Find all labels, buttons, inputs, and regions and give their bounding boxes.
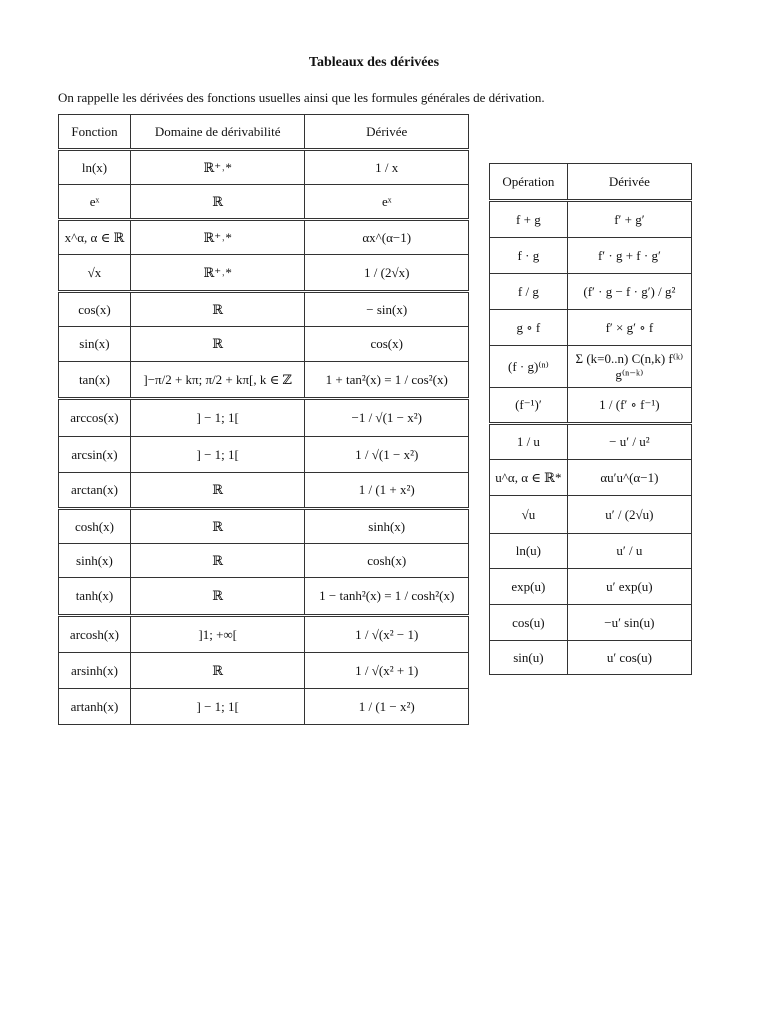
- table-row: [490, 346, 692, 388]
- operation-cell: −u′ sin(u): [567, 605, 691, 641]
- table-row: [490, 534, 692, 569]
- derivative-cell: 1 / √(1 − x²): [305, 437, 469, 473]
- derivative-cell: eˣ: [59, 185, 131, 220]
- page-title: Tableaux des dérivées: [308, 55, 440, 70]
- table-row: [59, 292, 469, 327]
- derivative-cell: ℝ: [130, 185, 305, 220]
- operation-cell: u′ exp(u): [567, 569, 691, 605]
- operation-cell: Σ (k=0..n) C(n,k) f⁽ᵏ⁾ g⁽ⁿ⁻ᵏ⁾: [567, 346, 691, 388]
- derivative-cell: ]−π/2 + kπ; π/2 + kπ[, k ∈ ℤ: [130, 362, 305, 399]
- operation-cell: cos(u): [490, 605, 568, 641]
- table-row: [490, 238, 692, 274]
- derivative-cell: arcsin(x): [59, 437, 131, 473]
- table-row: [490, 388, 692, 424]
- table-row: [59, 544, 469, 578]
- derivative-cell: 1 / (2√x): [305, 255, 469, 292]
- operation-cell: f′ + g′: [567, 201, 691, 238]
- derivative-cell: ℝ⁺˒*: [130, 255, 305, 292]
- operation-cell: √u: [490, 496, 568, 534]
- table-row: [59, 220, 469, 255]
- table-row: [490, 460, 692, 496]
- table-row: [59, 689, 469, 725]
- derivative-cell: cos(x): [305, 327, 469, 362]
- derivative-cell: − sin(x): [305, 292, 469, 327]
- operation-cell: g ∘ f: [490, 310, 568, 346]
- derivative-cell: ] − 1; 1[: [130, 437, 305, 473]
- derivative-cell: ℝ⁺˒*: [130, 150, 305, 185]
- table-row: [490, 310, 692, 346]
- table-row: [59, 578, 469, 616]
- derivative-cell: tan(x): [59, 362, 131, 399]
- derivative-cell: sinh(x): [305, 509, 469, 544]
- derivative-cell: 1 / √(x² − 1): [305, 616, 469, 653]
- table-row: [490, 605, 692, 641]
- derivative-cell: x^α, α ∈ ℝ: [59, 220, 131, 255]
- header-fonction: Fonction: [59, 115, 131, 150]
- table-row: [59, 150, 469, 185]
- derivative-cell: cos(x): [59, 292, 131, 327]
- derivative-cell: arsinh(x): [59, 653, 131, 689]
- derivative-cell: ℝ: [130, 653, 305, 689]
- operation-cell: u^α, α ∈ ℝ*: [490, 460, 568, 496]
- header-derivee: Dérivée: [305, 115, 469, 150]
- operation-cell: f + g: [490, 201, 568, 238]
- operation-cell: 1 / (f′ ∘ f⁻¹): [567, 388, 691, 424]
- table-row: [59, 327, 469, 362]
- table-row: [59, 255, 469, 292]
- derivatives-table: [58, 114, 469, 725]
- derivative-cell: ℝ: [130, 292, 305, 327]
- operation-cell: sin(u): [490, 641, 568, 675]
- derivative-cell: αx^(α−1): [305, 220, 469, 255]
- derivative-cell: artanh(x): [59, 689, 131, 725]
- derivative-cell: ln(x): [59, 150, 131, 185]
- operation-cell: f′ · g + f · g′: [567, 238, 691, 274]
- operation-cell: f / g: [490, 274, 568, 310]
- derivative-cell: cosh(x): [305, 544, 469, 578]
- derivative-cell: √x: [59, 255, 131, 292]
- derivative-cell: cosh(x): [59, 509, 131, 544]
- table-row: [59, 473, 469, 509]
- derivative-cell: ℝ: [130, 327, 305, 362]
- table-row: [490, 424, 692, 460]
- derivative-cell: arccos(x): [59, 399, 131, 437]
- operation-cell: f · g: [490, 238, 568, 274]
- table-row: [59, 362, 469, 399]
- derivative-cell: 1 / (1 + x²): [305, 473, 469, 509]
- derivative-cell: tanh(x): [59, 578, 131, 616]
- derivative-cell: ℝ⁺˒*: [130, 220, 305, 255]
- table-row: [59, 437, 469, 473]
- header-derivee-op: Dérivée: [567, 164, 691, 201]
- derivative-cell: 1 / (1 − x²): [305, 689, 469, 725]
- operation-cell: (f · g)⁽ⁿ⁾: [490, 346, 568, 388]
- table-row: [59, 616, 469, 653]
- operation-cell: ln(u): [490, 534, 568, 569]
- derivative-cell: ℝ: [130, 578, 305, 616]
- derivative-cell: 1 / x: [305, 150, 469, 185]
- operation-cell: (f⁻¹)′: [490, 388, 568, 424]
- operation-cell: u′ cos(u): [567, 641, 691, 675]
- intro-text: On rappelle les dérivées des fonctions usuelles ainsi que les formules générales de dérivation.: [58, 90, 545, 105]
- header-operation: Opération: [490, 164, 568, 201]
- derivative-cell: ] − 1; 1[: [130, 689, 305, 725]
- table-row: [490, 274, 692, 310]
- derivative-cell: eˣ: [305, 185, 469, 220]
- table-row: [59, 509, 469, 544]
- operation-cell: (f′ · g − f · g′) / g²: [567, 274, 691, 310]
- derivative-cell: ℝ: [130, 509, 305, 544]
- derivative-cell: 1 − tanh²(x) = 1 / cosh²(x): [305, 578, 469, 616]
- operation-cell: u′ / (2√u): [567, 496, 691, 534]
- operation-cell: u′ / u: [567, 534, 691, 569]
- derivative-cell: ]1; +∞[: [130, 616, 305, 653]
- table-row: [59, 653, 469, 689]
- table-row: [59, 185, 469, 220]
- operations-table: [489, 163, 692, 675]
- table-row: [490, 496, 692, 534]
- derivative-cell: sinh(x): [59, 544, 131, 578]
- operation-cell: f′ × g′ ∘ f: [567, 310, 691, 346]
- derivative-cell: arcosh(x): [59, 616, 131, 653]
- operation-cell: 1 / u: [490, 424, 568, 460]
- operation-cell: αu′u^(α−1): [567, 460, 691, 496]
- derivative-cell: ℝ: [130, 473, 305, 509]
- derivative-cell: −1 / √(1 − x²): [305, 399, 469, 437]
- table-row: [59, 399, 469, 437]
- derivative-cell: arctan(x): [59, 473, 131, 509]
- derivative-cell: 1 + tan²(x) = 1 / cos²(x): [305, 362, 469, 399]
- operation-cell: − u′ / u²: [567, 424, 691, 460]
- derivative-cell: 1 / √(x² + 1): [305, 653, 469, 689]
- derivative-cell: ] − 1; 1[: [130, 399, 305, 437]
- header-domaine: Domaine de dérivabilité: [130, 115, 305, 150]
- table-row: [490, 641, 692, 675]
- derivative-cell: ℝ: [130, 544, 305, 578]
- derivative-cell: sin(x): [59, 327, 131, 362]
- table-row: [490, 569, 692, 605]
- operation-cell: exp(u): [490, 569, 568, 605]
- table-row: [490, 201, 692, 238]
